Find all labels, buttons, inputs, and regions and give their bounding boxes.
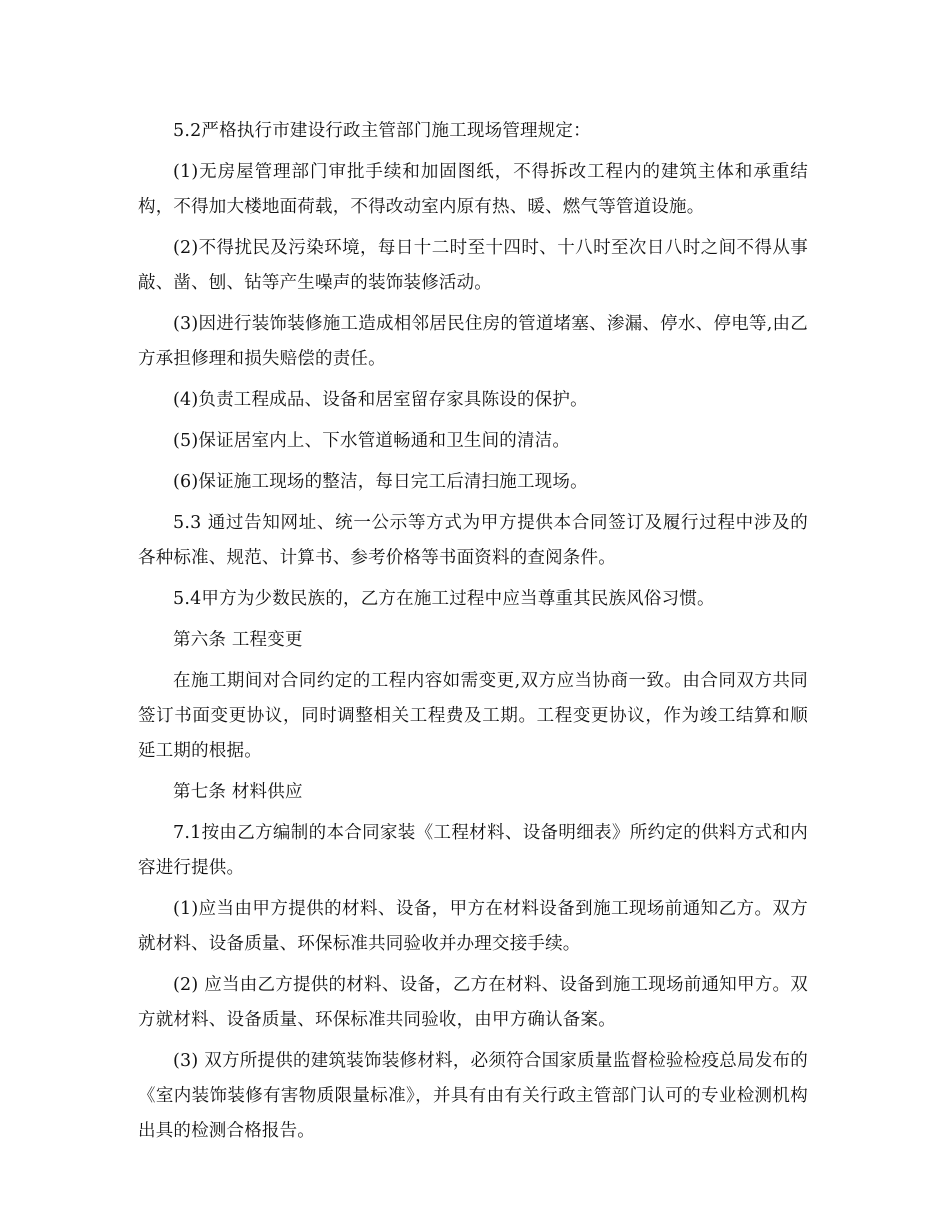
clause-7-1-item-3: (3) 双方所提供的建筑装饰装修材料，必须符合国家质量监督检验检疫总局发布的《室内装饰装修有害物质限量标准》，并具有由有关行政主管部门认可的专业检测机构出具的检测合格报告。: [138, 1051, 808, 1141]
clause-5-2: 5.2严格执行市建设行政主管部门施工现场管理规定：: [173, 121, 591, 141]
article-6-body: 在施工期间对合同约定的工程内容如需变更,双方应当协商一致。由合同双方共同签订书面变更协议，同时调整相关工程费及工期。工程变更协议，作为竣工结算和顺延工期的根据。: [138, 671, 808, 761]
clause-5-2-item-4: (4)负责工程成品、设备和居室留存家具陈设的保护。: [173, 390, 588, 410]
clause-5-2-item-5: (5)保证居室内上、下水管道畅通和卫生间的清洁。: [173, 431, 571, 451]
article-6-heading: 第六条 工程变更: [173, 630, 303, 650]
clause-5-2-item-1: (1)无房屋管理部门审批手续和加固图纸，不得拆改工程内的建筑主体和承重结构，不得加大楼地面荷载，不得改动室内原有热、暖、燃气等管道设施。: [138, 162, 808, 217]
article-7-heading: 第七条 材料供应: [173, 782, 303, 802]
clause-7-1-item-2: (2) 应当由乙方提供的材料、设备，乙方在材料、设备到施工现场前通知甲方。双方就材料、设备质量、环保标准共同验收，由甲方确认备案。: [138, 975, 808, 1030]
clause-5-4: 5.4甲方为少数民族的，乙方在施工过程中应当尊重其民族风俗习惯。: [173, 589, 715, 609]
clause-5-2-item-2: (2)不得扰民及污染环境，每日十二时至十四时、十八时至次日八时之间不得从事敲、凿、刨、钻等产生噪声的装饰装修活动。: [138, 238, 808, 293]
clause-5-2-item-6: (6)保证施工现场的整洁，每日完工后清扫施工现场。: [173, 472, 588, 492]
clause-7-1: 7.1按由乙方编制的本合同家装《工程材料、设备明细表》所约定的供料方式和内容进行提供。: [138, 823, 808, 878]
clause-5-2-item-3: (3)因进行装饰装修施工造成相邻居民住房的管道堵塞、渗漏、停水、停电等,由乙方承担修理和损失赔偿的责任。: [138, 314, 808, 369]
clause-5-3: 5.3 通过告知网址、统一公示等方式为甲方提供本合同签订及履行过程中涉及的各种标准、规范、计算书、参考价格等书面资料的查阅条件。: [138, 513, 808, 568]
clause-7-1-item-1: (1)应当由甲方提供的材料、设备，甲方在材料设备到施工现场前通知乙方。双方就材料、设备质量、环保标准共同验收并办理交接手续。: [138, 899, 808, 954]
document-body: [138, 114, 808, 1155]
